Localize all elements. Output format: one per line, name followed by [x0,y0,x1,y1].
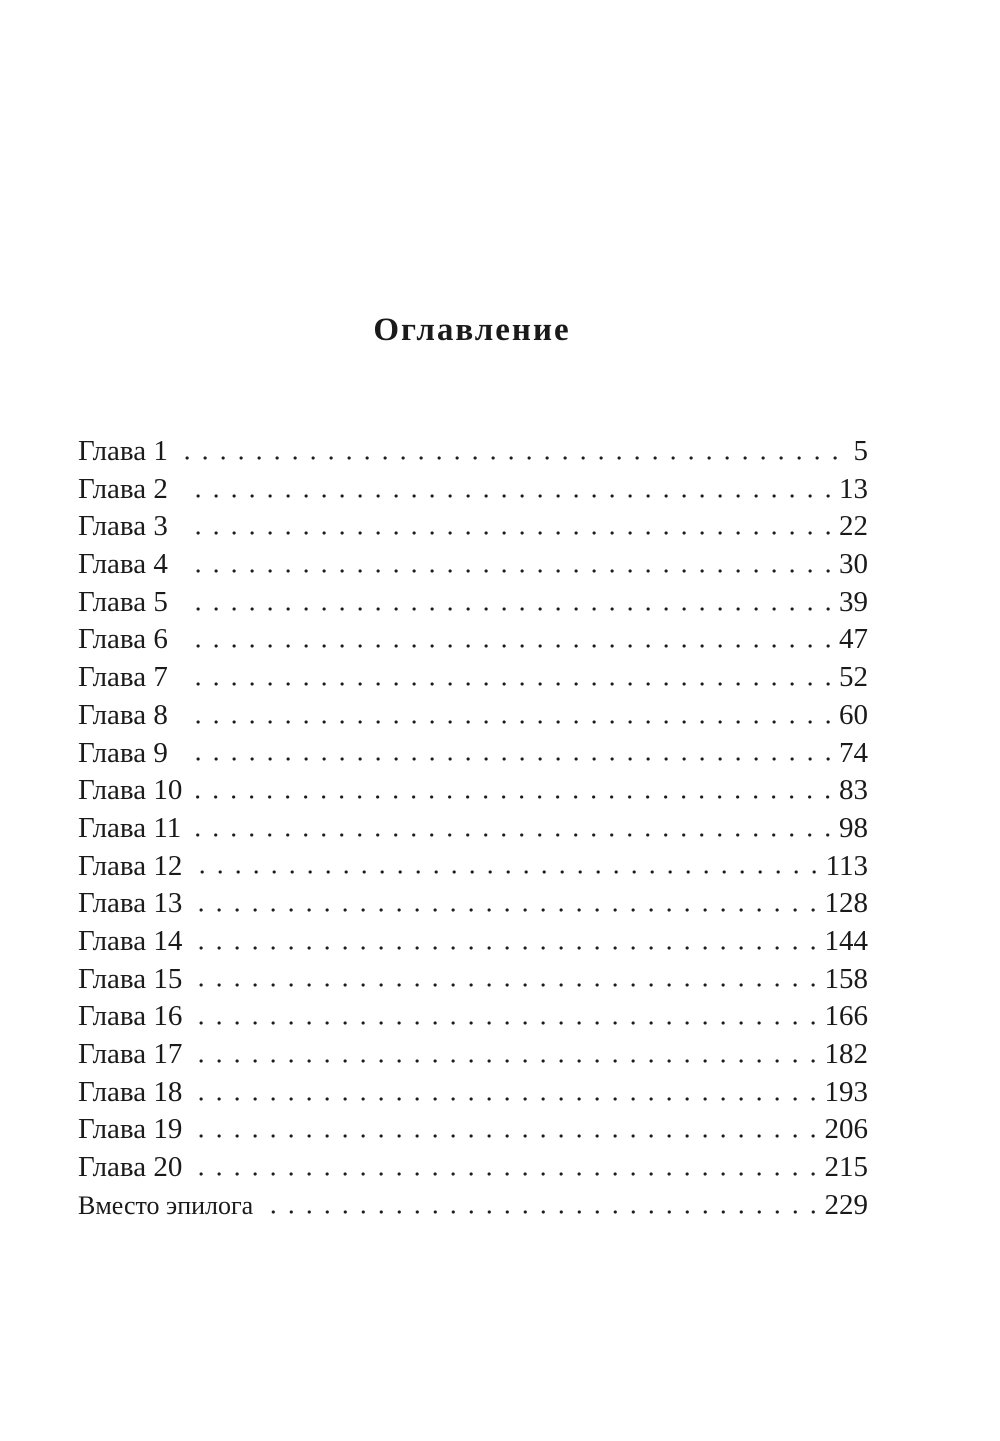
toc-entry-page: 74 [839,736,868,769]
dot-leader [196,1096,822,1102]
dot-leader [196,907,822,913]
dot-leader [182,681,837,687]
toc-entry-page: 98 [839,811,868,844]
toc-entry-label: Глава 3 [78,510,168,543]
toc-entry-page: 113 [825,849,868,882]
dot-leader [196,945,822,951]
toc-entry [78,923,868,961]
toc-entry [78,810,868,848]
dot-leader [196,794,837,800]
toc-entry [78,735,868,773]
toc-entry-label: Глава 1 [78,435,168,467]
toc-entry-page: 215 [824,1151,868,1184]
toc-entry-label: Глава 20 [78,1151,183,1184]
toc-entry-page: 229 [824,1188,868,1221]
toc-entry [78,1111,868,1149]
toc-entry [78,885,868,923]
toc-entry-label: Глава 8 [78,698,168,731]
toc-entry-label: Глава 10 [78,774,183,807]
dot-leader [196,1133,822,1139]
toc-entry-page: 47 [839,623,868,656]
toc-entry [78,621,868,659]
dot-leader [182,719,837,725]
toc-entry-page: 128 [824,887,868,920]
toc-entry-label: Глава 14 [78,924,183,957]
page-title: Оглавление [373,312,571,348]
toc-entry [78,433,868,471]
table-of-contents [78,433,868,1224]
dot-leader [196,1171,822,1177]
toc-entry [78,659,868,697]
toc-entry-page: 193 [824,1075,868,1108]
toc-entry-page: 206 [824,1113,868,1146]
toc-entry-label: Глава 19 [78,1113,183,1146]
dot-leader [182,455,844,461]
toc-entry-label: Глава 16 [78,1000,183,1033]
toc-entry-page: 30 [839,548,868,581]
toc-entry [78,1074,868,1112]
toc-entry-label: Глава 13 [78,887,183,920]
toc-entry [78,1149,868,1187]
dot-leader [196,1058,822,1064]
toc-entry-page: 83 [839,774,868,807]
toc-entry-label: Глава 6 [78,623,168,656]
dot-leader [267,1209,822,1215]
toc-entry [78,697,868,735]
dot-leader [196,1020,822,1026]
toc-entry [78,1036,868,1074]
toc-entry [78,848,868,886]
toc-entry-page: 5 [853,435,868,467]
toc-entry [78,961,868,999]
toc-entry [78,508,868,546]
toc-entry [78,584,868,622]
toc-entry-label: Глава 9 [78,736,168,769]
toc-entry [78,471,868,509]
toc-entry-label: Глава 11 [78,811,182,844]
toc-entry-page: 182 [824,1038,868,1070]
toc-entry [78,546,868,584]
toc-entry-page: 52 [839,661,868,694]
toc-entry-label: Глава 5 [78,585,168,618]
toc-entry-label: Глава 2 [78,472,168,505]
toc-entry-label: Глава 4 [78,548,168,581]
toc-entry-page: 22 [839,510,868,543]
toc-entry-page: 60 [839,698,868,731]
toc-entry-label: Глава 15 [78,962,183,995]
toc-entry-page: 158 [824,962,868,995]
toc-entry-label: Глава 7 [78,661,168,694]
toc-entry-label: Глава 17 [78,1038,183,1070]
dot-leader [182,493,837,499]
toc-entry-label: Вместо эпилога [78,1190,254,1220]
toc-entry [78,1187,868,1225]
dot-leader [182,568,837,574]
toc-entry-label: Глава 12 [78,849,183,882]
toc-entry-label: Глава 18 [78,1075,183,1108]
dot-leader [196,982,822,988]
dot-leader [182,756,837,762]
toc-entry-page: 39 [839,585,868,618]
dot-leader [182,530,837,536]
dot-leader [182,606,837,612]
dot-leader [182,643,837,649]
toc-entry-page: 13 [839,472,868,505]
toc-entry [78,772,868,810]
toc-entry [78,998,868,1036]
dot-leader [195,832,837,838]
toc-entry-page: 144 [824,924,868,957]
dot-leader [196,869,823,875]
toc-entry-page: 166 [824,1000,868,1033]
